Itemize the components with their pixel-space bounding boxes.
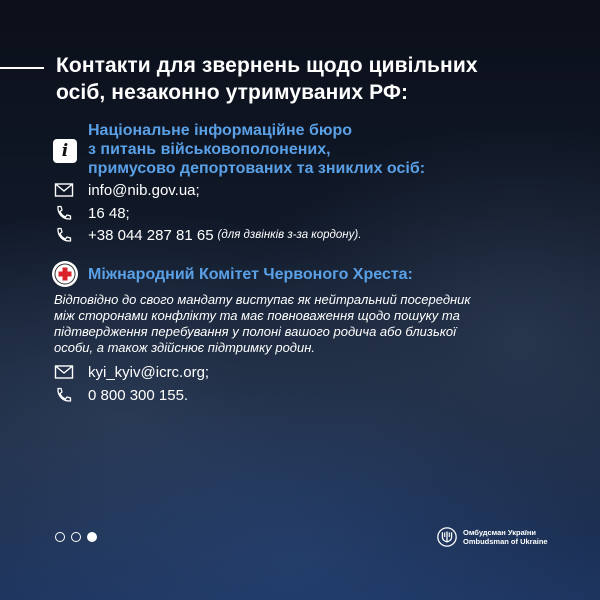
info-icon: i — [53, 139, 77, 163]
logo-text — [463, 528, 548, 546]
red-cross-icon — [52, 261, 78, 287]
logo-line-en: Ombudsman of Ukraine — [463, 537, 548, 546]
icrc-phone-row — [54, 385, 188, 405]
phone-icon — [54, 205, 74, 221]
pagination-dot-1[interactable] — [55, 532, 65, 542]
nib-email-link[interactable]: info@nib.gov.ua; — [88, 181, 200, 199]
logo-line-ua: Омбудсман України — [463, 528, 537, 537]
pagination-dot-2[interactable] — [71, 532, 81, 542]
nib-heading — [88, 121, 558, 178]
nib-phone-full-row — [54, 225, 361, 245]
nib-heading-line-2: з питань військовополонених, — [88, 141, 331, 158]
pagination — [55, 532, 97, 542]
nib-heading-line-3: примусово депортованих та зниклих осіб: — [88, 160, 426, 177]
nib-heading-line-1: Національне інформаційне бюро — [88, 122, 353, 139]
nib-email-row — [54, 180, 200, 200]
icrc-description — [54, 292, 554, 356]
ombudsman-logo — [436, 526, 548, 548]
nib-phone-short-row — [54, 203, 130, 223]
mail-icon — [54, 364, 74, 380]
title-line-1: Контакти для звернень щодо цивільних — [56, 54, 478, 77]
icrc-description-line-4: особи, а також здійснює підтримку родин. — [54, 340, 315, 355]
icrc-description-line-1: Відповідно до свого мандату виступає як нейтральний посередник — [54, 292, 471, 307]
icrc-email-link[interactable]: kyi_kyiv@icrc.org; — [88, 363, 210, 381]
mail-icon — [54, 182, 74, 198]
ombudsman-emblem-icon — [436, 526, 458, 548]
icrc-phone[interactable]: 0 800 300 155. — [88, 386, 189, 404]
nib-phone-note: (для дзвінків з-за кордону). — [217, 229, 362, 241]
title-rule — [0, 67, 44, 69]
icrc-heading: Міжнародний Комітет Червоного Хреста: — [88, 266, 413, 283]
nib-phone-full[interactable]: +38 044 287 81 65 — [88, 226, 214, 244]
phone-icon — [54, 227, 74, 243]
nib-phone-short[interactable]: 16 48; — [88, 204, 130, 222]
icrc-description-line-2: між сторонами конфлікту та має повноваження щодо пошуку та — [54, 308, 460, 323]
page-title — [56, 52, 556, 106]
title-line-2: осіб, незаконно утримуваних РФ: — [56, 81, 409, 104]
icrc-email-row — [54, 362, 209, 382]
icrc-description-line-3: підтвердження перебування у полоні вашого родича або близької — [54, 324, 457, 339]
phone-icon — [54, 387, 74, 403]
pagination-dot-3-active[interactable] — [87, 532, 97, 542]
